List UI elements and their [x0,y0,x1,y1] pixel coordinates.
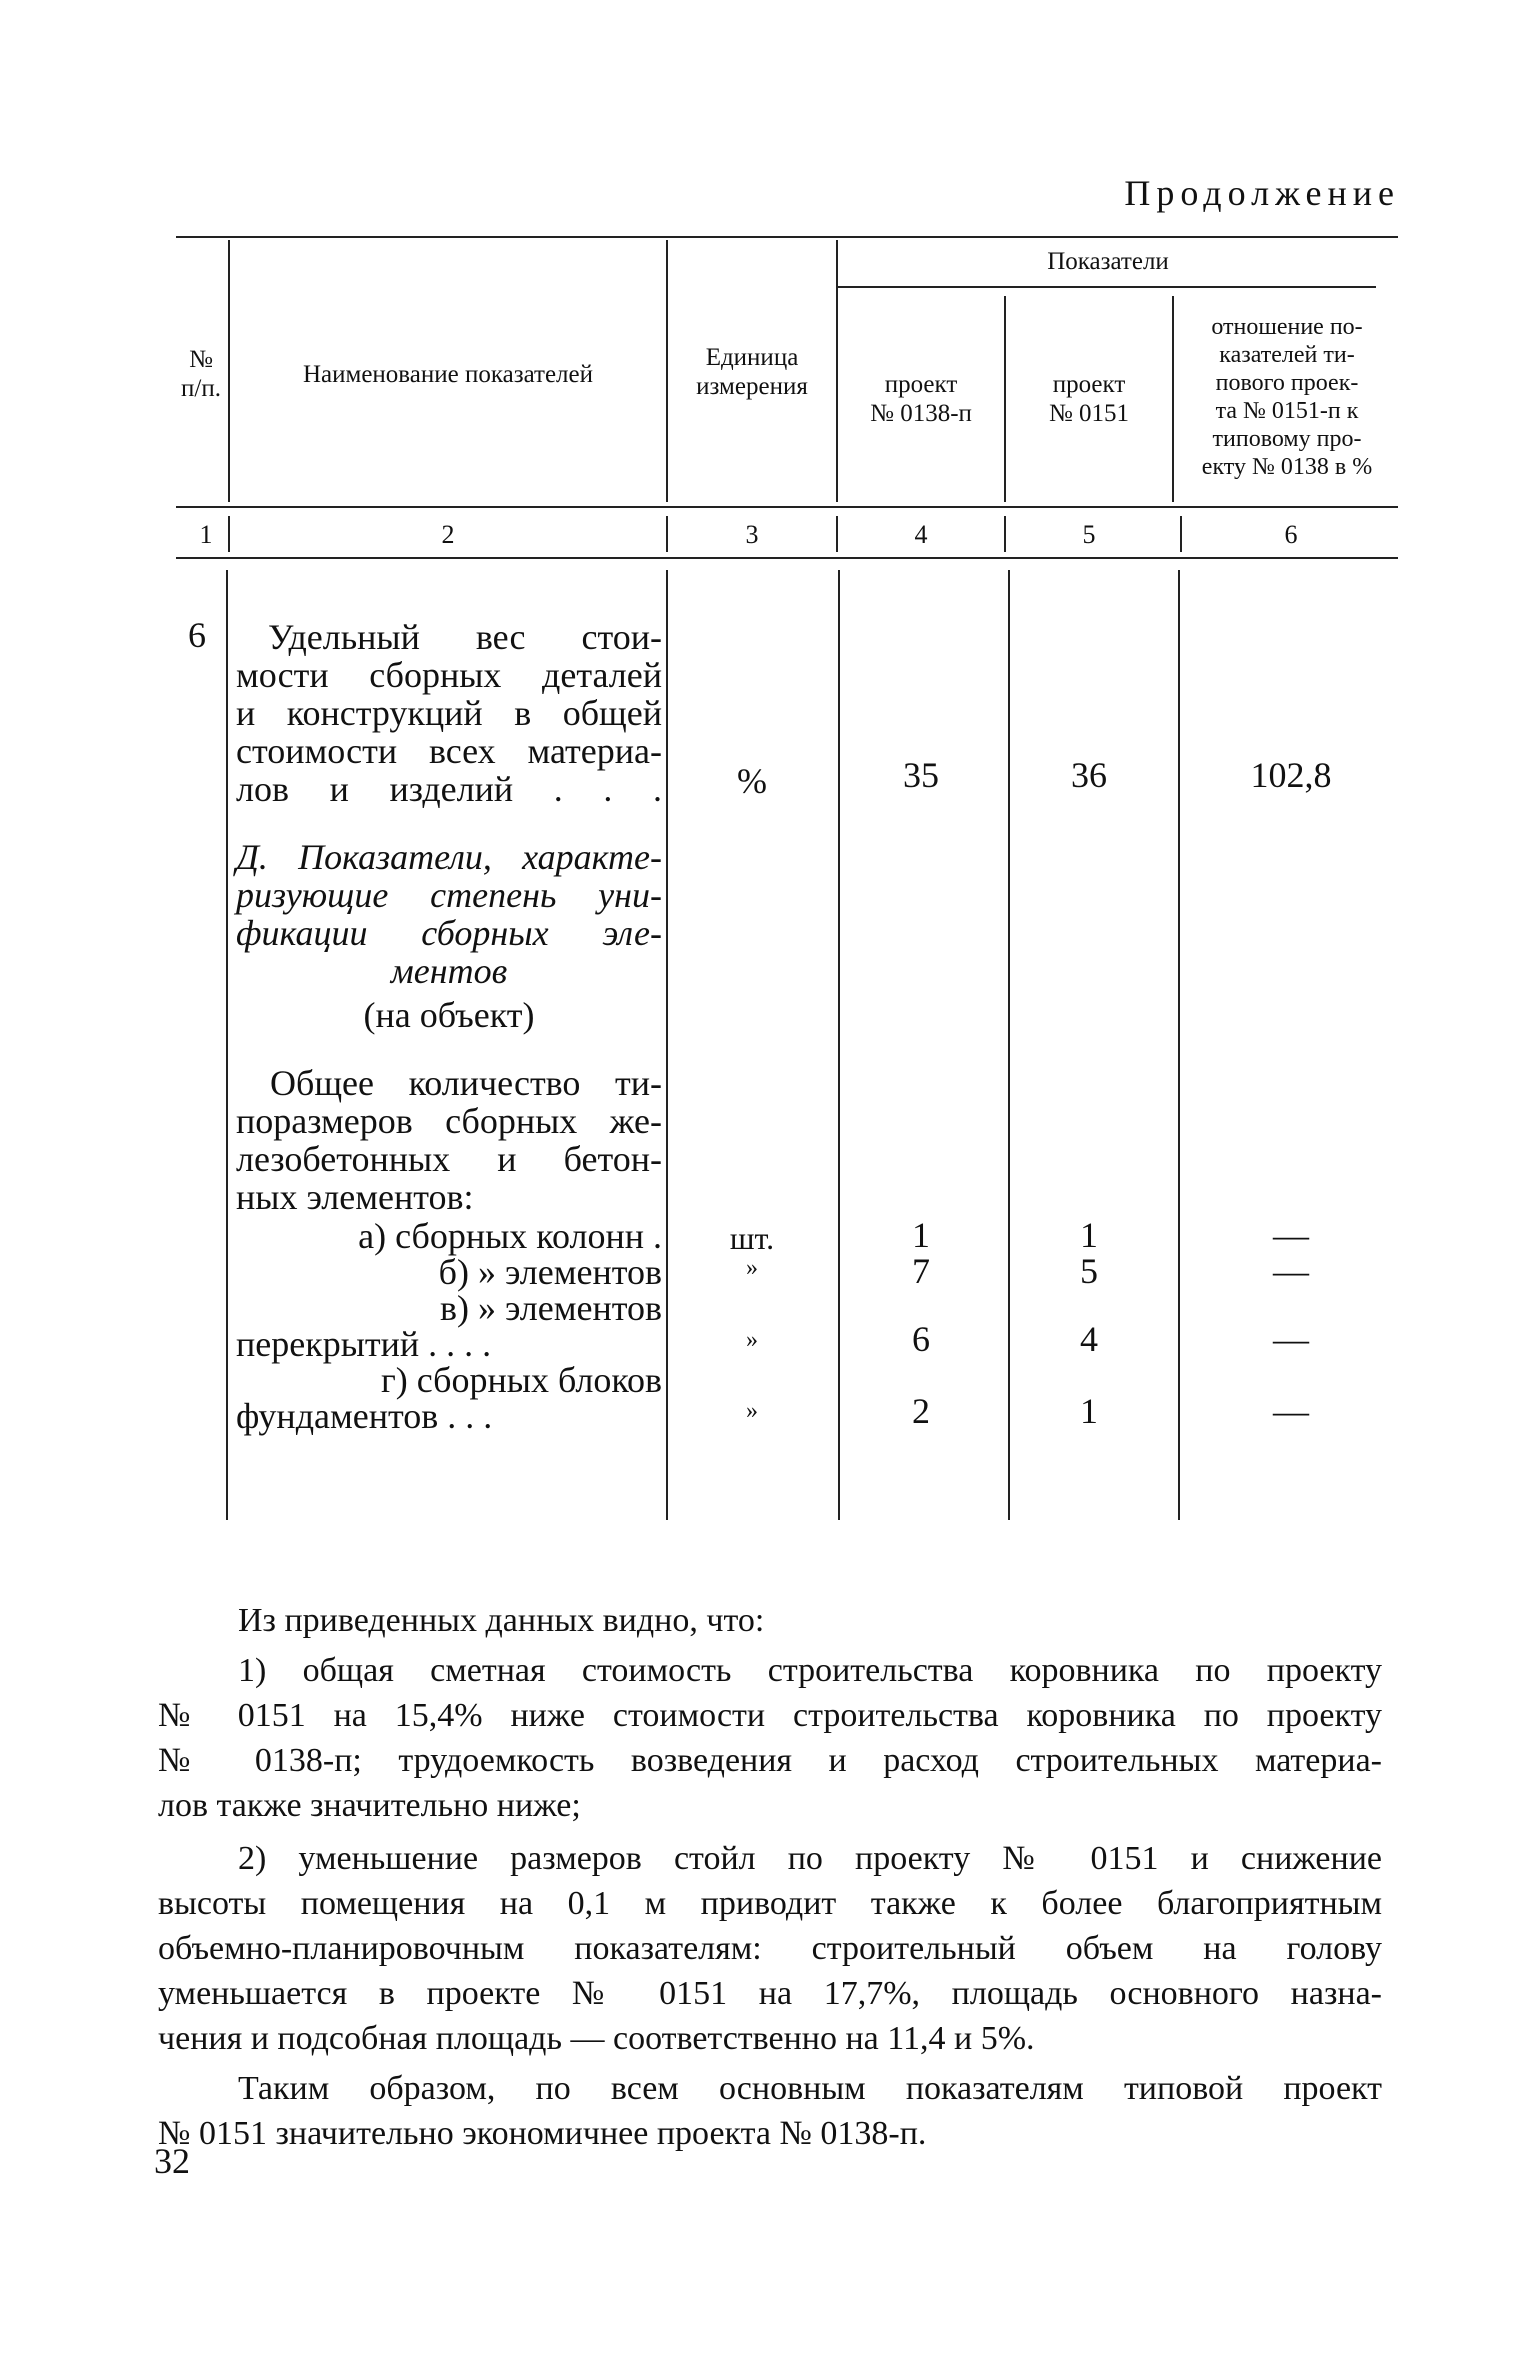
row6-proj1: 35 [903,755,939,795]
section-d-subtitle: (на объект) [363,995,535,1035]
total-line: ных элементов: [236,1177,474,1217]
item-a-proj1: 1 [912,1215,930,1255]
section-d-line: Д. Показатели, характе- [236,837,662,877]
section-d-line: фикации сборных эле- [236,913,662,953]
header-ratio: отношение по- казателей ти- пового проек- та № 0151-п к типовому про- екту № 0138 в % [1201,314,1373,480]
header-num: № п/п. [181,346,221,402]
row6-name-line: мости сборных деталей [236,655,662,695]
paragraph-line: № 0138-п; трудоемкость возведения и расход строительных материа- [158,1742,1382,1779]
column-number-6: 6 [1284,520,1298,549]
item-b-proj1: 7 [912,1251,930,1291]
paragraph-2 [158,1836,1382,2061]
item-d-proj1: 2 [912,1391,930,1431]
row6-ratio: 102,8 [1250,755,1332,795]
item-d-label-2: фундаментов . . . [236,1396,493,1436]
item-c-label: в) » элементов [439,1288,662,1328]
paragraph-1 [158,1648,1382,1828]
item-c-proj2: 4 [1080,1319,1098,1359]
total-line: Общее количество ти- [270,1063,662,1103]
item-a-label: а) сборных колонн . [358,1216,662,1256]
column-number-5: 5 [1082,520,1096,549]
item-a-proj2: 1 [1080,1215,1098,1255]
item-c-ratio: — [1273,1319,1309,1359]
section-d-line: ризующие степень уни- [236,875,662,915]
item-c-label-2: перекрытий . . . . [236,1324,492,1364]
item-a-unit: шт. [729,1220,775,1256]
header-indicators: Показатели [1047,248,1169,275]
paragraph-line: 2) уменьшение размеров стойл по проекту № 0151 и снижение [238,1840,1382,1877]
header-proj1: проект № 0138-п [870,371,972,427]
header-name: Наименование показателей [302,361,594,388]
header-proj2: проект № 0151 [1048,371,1130,427]
total-line: поразмеров сборных же- [236,1101,662,1141]
column-number-2: 2 [441,520,455,549]
item-b-proj2: 5 [1080,1251,1098,1291]
item-c-unit: » [746,1327,758,1353]
paragraph-line: № 0151 значительно экономичнее проекта № 0138-п. [158,2115,927,2152]
item-b-unit: » [746,1255,758,1281]
item-c-proj1: 6 [912,1319,930,1359]
item-d-label: г) сборных блоков [381,1360,662,1400]
section-d-title [236,838,662,990]
column-number-4: 4 [914,520,928,549]
intro-paragraph: Из приведенных данных видно, что: [238,1602,765,1639]
column-number-1: 1 [199,520,213,549]
row6-name-line: Удельный вес стои- [268,617,662,657]
item-d-ratio: — [1273,1391,1309,1431]
continuation-label: Продолжение [1124,173,1400,213]
page-number: 32 [154,2141,190,2181]
paragraph-line: высоты помещения на 0,1 м приводит также к более благоприятным [158,1885,1382,1922]
row-number: 6 [188,615,206,655]
paragraph-line: объемно-планировочным показателям: строительный объем на голову [158,1930,1382,1967]
item-d-unit: » [746,1398,758,1424]
item-b-ratio: — [1273,1251,1309,1291]
paragraph-3 [158,2066,1382,2156]
item-a-ratio: — [1273,1215,1309,1255]
row6-name-line: и конструкций в общей [236,693,662,733]
paragraph-line: чения и подсобная площадь — соответственно на 11,4 и 5%. [158,2020,1035,2057]
section-d-line: ментов [390,951,508,991]
paragraph-line: лов также значительно ниже; [158,1787,581,1824]
row6-unit: % [737,761,767,801]
paragraph-line: 1) общая сметная стоимость строительства коровника по проекту [238,1652,1382,1689]
row6-proj2: 36 [1071,755,1107,795]
row6-name [236,618,662,808]
paragraph-line: № 0151 на 15,4% ниже стоимости строительства коровника по проекту [158,1697,1382,1734]
item-d-proj2: 1 [1080,1391,1098,1431]
column-number-3: 3 [745,520,759,549]
item-b-label: б) » элементов [438,1252,662,1292]
total-description [236,1064,662,1216]
paragraph-line: уменьшается в проекте № 0151 на 17,7%, площадь основного назна- [158,1975,1382,2012]
header-unit: Единица измерения [696,344,808,400]
paragraph-line: Таким образом, по всем основным показателям типовой проект [238,2070,1382,2107]
row6-name-line: лов и изделий . . . [236,769,662,809]
total-line: лезобетонных и бетон- [236,1139,662,1179]
row6-name-line: стоимости всех материа- [236,731,662,771]
